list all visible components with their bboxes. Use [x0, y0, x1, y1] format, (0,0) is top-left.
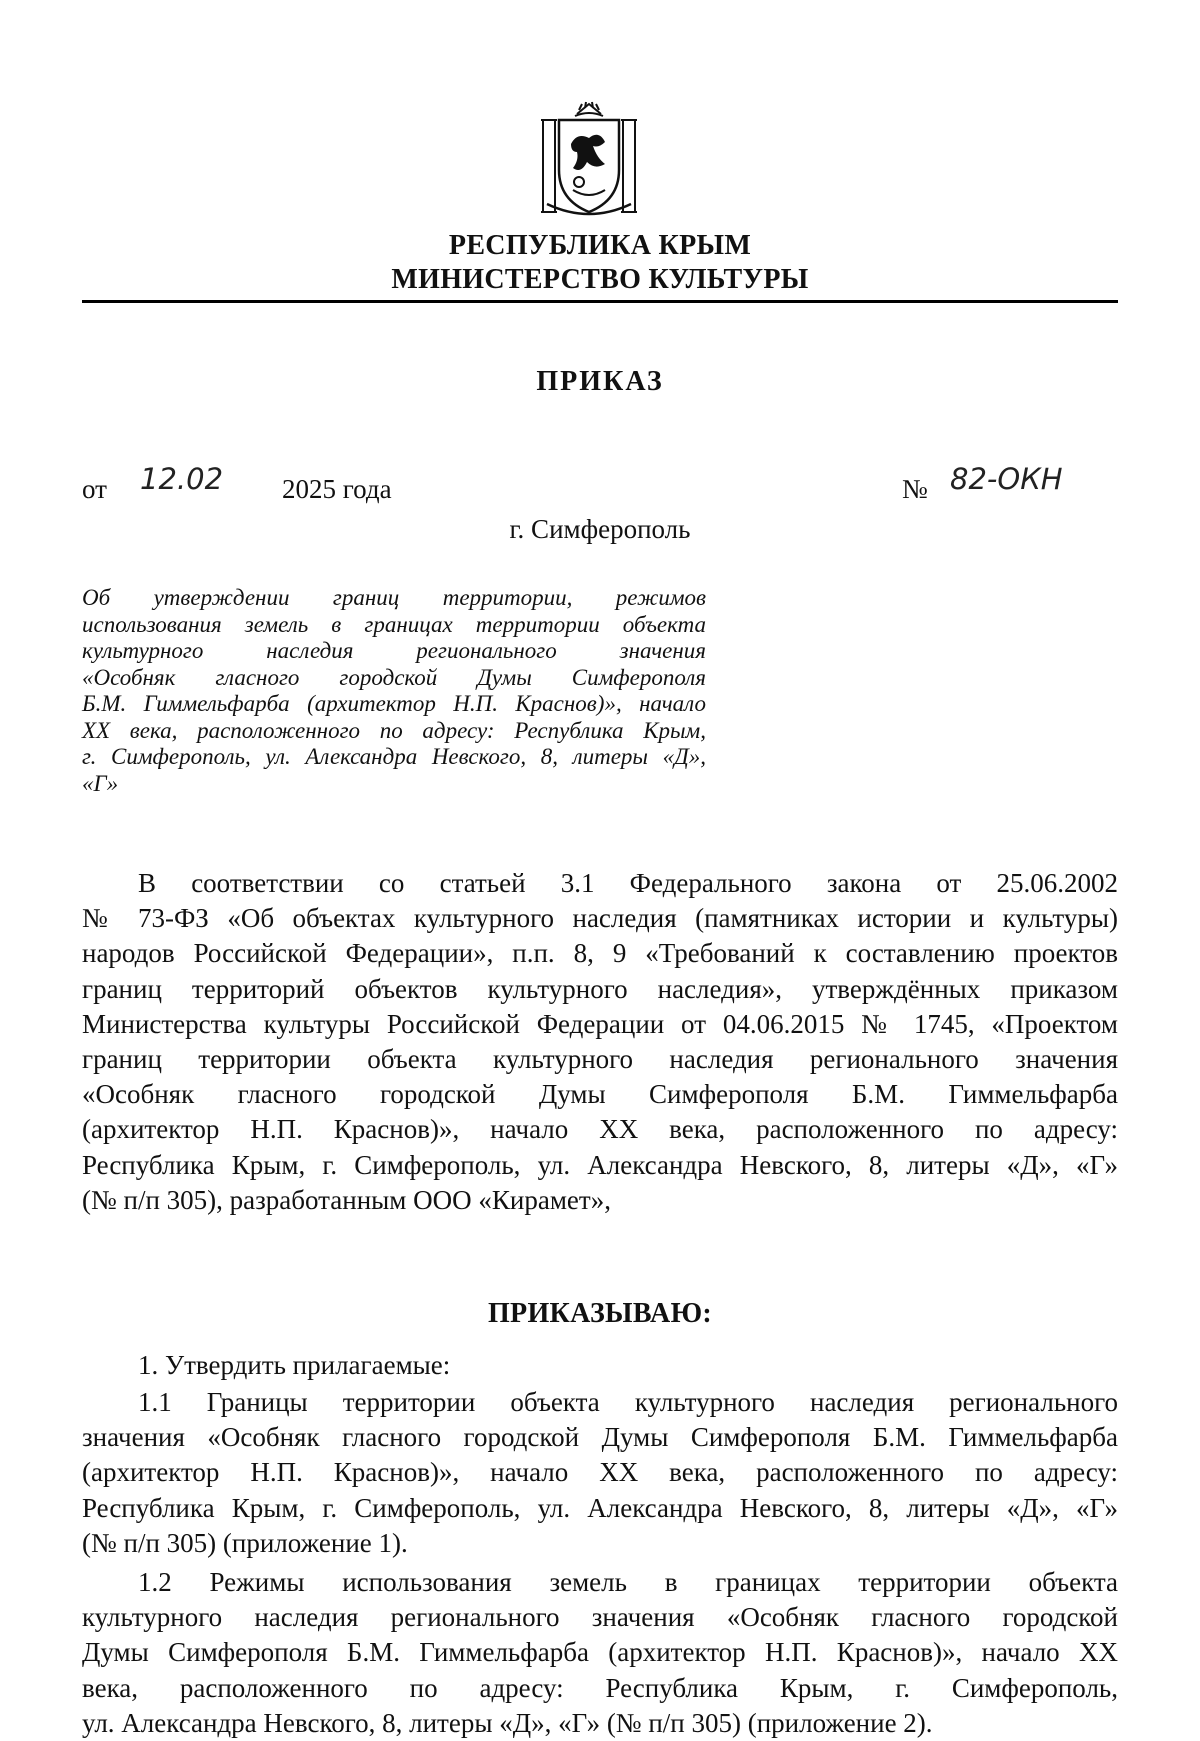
- handwritten-number: 82-ОКН: [950, 462, 1063, 496]
- preamble-line: границ территорий объектов культурного наследия», утверждённых приказом: [82, 973, 1118, 1004]
- item-1-1-line: (№ п/п 305) (приложение 1).: [82, 1527, 408, 1558]
- item-1-2-paragraph: [82, 1565, 1118, 1741]
- date-year: 2025 года: [282, 474, 392, 504]
- preamble-paragraph: [82, 866, 1118, 1218]
- ministry-heading: МИНИСТЕРСТВО КУЛЬТУРЫ: [391, 264, 809, 295]
- republic-heading: РЕСПУБЛИКА КРЫМ: [448, 230, 752, 261]
- item-1-1-line: Республика Крым, г. Симферополь, ул. Александра Невского, 8, литеры «Д», «Г»: [82, 1492, 1118, 1523]
- city-line: г. Симферополь: [509, 514, 691, 544]
- item-1-2-line: Думы Симферополя Б.М. Гиммельфарба (архитектор Н.П. Краснов)», начало XX: [82, 1637, 1118, 1668]
- preamble-line: (№ п/п 305), разработанным ООО «Кирамет»,: [82, 1184, 611, 1215]
- subject-line: Б.М. Гиммельфарба (архитектор Н.П. Краснов)», начало: [82, 691, 706, 716]
- preamble-line: границ территории объекта культурного наследия регионального значения: [82, 1044, 1118, 1075]
- item-1-2-line: культурного наследия регионального значения «Особняк гласного городской: [82, 1602, 1118, 1633]
- subject-line: Об утверждении границ территории, режимов: [82, 585, 706, 610]
- preamble-line: (архитектор Н.П. Краснов)», начало XX века, расположенного по адресу:: [82, 1114, 1118, 1145]
- subject-line: «Особняк гласного городской Думы Симферополя: [82, 664, 706, 690]
- preamble-line: народов Российской Федерации», п.п. 8, 9 «Требований к составлению проектов: [82, 938, 1118, 969]
- order-word: ПРИКАЗЫВАЮ:: [487, 1298, 713, 1329]
- item-1-2-line: века, расположенного по адресу: Республика Крым, г. Симферополь,: [82, 1672, 1118, 1703]
- subject-line: культурного наследия регионального значения: [82, 638, 706, 663]
- item-1: 1. Утвердить прилагаемые:: [138, 1350, 451, 1380]
- item-1-1-line: 1.1 Границы территории объекта культурного наследия регионального: [138, 1387, 1118, 1417]
- preamble-line: № 73-ФЗ «Об объектах культурного наследия (памятниках истории и культуры): [82, 903, 1118, 934]
- item-1-1-line: значения «Особняк гласного городской Думы Симферополя Б.М. Гиммельфарба: [82, 1422, 1118, 1453]
- item-1-2-line: ул. Александра Невского, 8, литеры «Д», «Г» (№ п/п 305) (приложение 2).: [82, 1707, 933, 1738]
- item-1-1-line: (архитектор Н.П. Краснов)», начало XX века, расположенного по адресу:: [82, 1457, 1118, 1488]
- number-prefix: №: [902, 474, 928, 504]
- subject-line: г. Симферополь, ул. Александра Невского, 8, литеры «Д»,: [82, 744, 706, 769]
- header-divider: [82, 300, 1118, 303]
- preamble-line: В соответствии со статьей 3.1 Федерального закона от 25.06.2002: [138, 868, 1118, 898]
- subject-line: использования земель в границах территории объекта: [82, 611, 706, 637]
- item-1-1-paragraph: [82, 1385, 1118, 1561]
- order-subject: [82, 585, 706, 797]
- order-title: ПРИКАЗ: [536, 366, 664, 397]
- item-1-2-line: 1.2 Режимы использования земель в границах территории объекта: [138, 1567, 1118, 1597]
- subject-line: XX века, расположенного по адресу: Республика Крым,: [82, 717, 706, 743]
- preamble-line: «Особняк гласного городской Думы Симферополя Б.М. Гиммельфарба: [82, 1079, 1118, 1110]
- date-prefix: от: [82, 474, 107, 504]
- crimea-coat-of-arms-icon: [539, 100, 639, 220]
- preamble-line: Республика Крым, г. Симферополь, ул. Александра Невского, 8, литеры «Д», «Г»: [82, 1149, 1118, 1180]
- preamble-line: Министерства культуры Российской Федерации от 04.06.2015 № 1745, «Проектом: [82, 1008, 1118, 1039]
- subject-line: «Г»: [82, 770, 119, 796]
- handwritten-date: 12.02: [140, 462, 224, 496]
